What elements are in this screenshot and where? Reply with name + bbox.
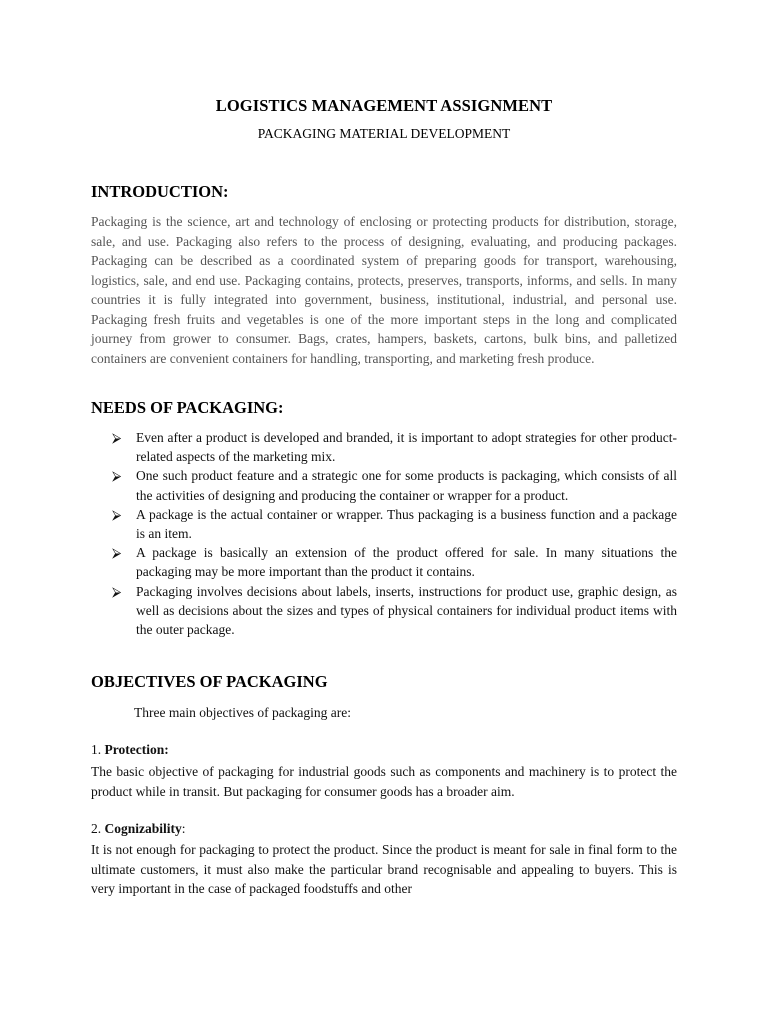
arrow-bullet-icon: ⮚ — [112, 468, 122, 484]
protection-number: 1. — [91, 742, 102, 757]
needs-list — [112, 428, 677, 639]
arrow-bullet-icon: ⮚ — [112, 430, 122, 445]
list-item — [112, 543, 677, 581]
arrow-bullet-icon: ⮚ — [112, 545, 122, 561]
list-item-text: Even after a product is developed and branded, it is important to adopt strategies for other product-related aspects of the marketing mix. — [136, 430, 677, 465]
cognizability-label: Cognizability — [104, 821, 182, 836]
list-item-text: One such product feature and a strategic one for some products is packaging, which consists of all the activities of designing and producing the container or wrapper for a product. — [136, 468, 677, 503]
list-item — [112, 428, 677, 466]
needs-heading: NEEDS OF PACKAGING: — [91, 398, 284, 417]
arrow-bullet-icon: ⮚ — [112, 583, 122, 599]
introduction-paragraph: Packaging is the science, art and technology of enclosing or protecting products for distribution, storage, sale, and use. Packaging also refers to the process of designing, evaluating, and producing packages. Packaging can be described as a coordinated system of preparing goods for transport, warehousing, logistics, sale, and end use. Packaging contains, protects, preserves, transports, informs, and sells. In many countries it is fully integrated into government, business, institutional, industrial, and personal use. Packaging fresh fruits and vegetables is one of the more important steps in the long and complicated journey from grower to consumer. Bags, crates, hampers, baskets, cartons, bulk bins, and palletized containers are convenient containers for handling, transporting, and marketing fresh produce. — [91, 214, 677, 366]
list-item — [112, 505, 677, 543]
objectives-intro: Three main objectives of packaging are: — [134, 705, 352, 720]
cognizability-paragraph: It is not enough for packaging to protect the product. Since the product is meant for sale in final form to the ultimate customers, it must also make the particular brand recognisable and appealing to buyers. This is very important in the case of packaged foodstuffs and other — [91, 842, 677, 896]
list-item-text: A package is basically an extension of the product offered for sale. In many situations the packaging may be more important than the product it contains. — [136, 545, 677, 580]
arrow-bullet-icon: ⮚ — [112, 506, 122, 522]
document-title: LOGISTICS MANAGEMENT ASSIGNMENT — [215, 96, 553, 115]
cognizability-suffix: : — [181, 821, 186, 836]
list-item-text: Packaging involves decisions about labels, inserts, instructions for product use, graphic design, as well as decisions about the sizes and types of physical containers for individual product items with the outer package. — [136, 583, 677, 638]
protection-paragraph: The basic objective of packaging for industrial goods such as components and machinery is to protect the product while in transit. But packaging for consumer goods has a broader aim. — [91, 764, 677, 799]
objectives-heading: OBJECTIVES OF PACKAGING — [91, 672, 328, 691]
introduction-heading: INTRODUCTION: — [91, 182, 229, 201]
list-item — [112, 466, 677, 504]
list-item — [112, 582, 677, 640]
protection-label: Protection: — [104, 742, 169, 757]
protection-heading — [91, 742, 169, 758]
cognizability-heading — [91, 821, 186, 837]
list-item-text: A package is the actual container or wrapper. Thus packaging is a business function and a package is an item. — [136, 506, 677, 542]
document-subtitle: PACKAGING MATERIAL DEVELOPMENT — [257, 126, 511, 141]
cognizability-number: 2. — [91, 821, 102, 836]
